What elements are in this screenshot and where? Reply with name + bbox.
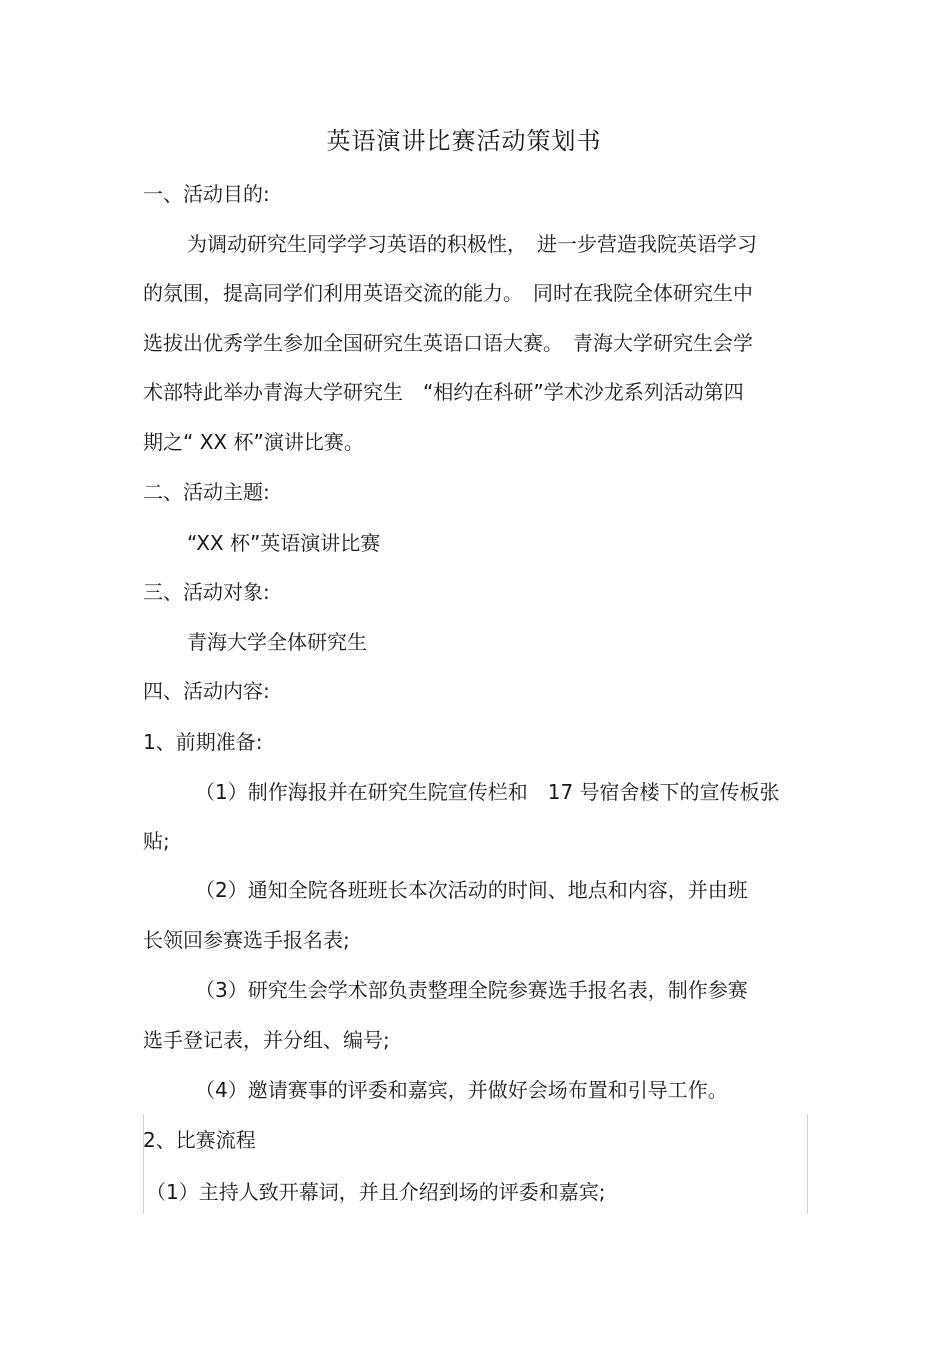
section-heading-purpose: 一、活动目的: — [143, 182, 270, 206]
list-item-continuation: 选手登记表，并分组、编号; — [143, 1028, 390, 1052]
theme-text: “XX 杯”英语演讲比赛 — [187, 531, 381, 555]
paragraph-line: 的氛围，提高同学们利用英语交流的能力。 同时在我院全体研究生中 — [143, 281, 753, 305]
paragraph-line: 期之“ XX 杯”演讲比赛。 — [143, 430, 364, 454]
list-item: （2）通知全院各班班长本次活动的时间、地点和内容，并由班 — [195, 878, 748, 902]
list-item-continuation: 贴; — [143, 829, 170, 853]
list-item: （4）邀请赛事的评委和嘉宾，并做好会场布置和引导工作。 — [195, 1078, 728, 1102]
process-step: （1）主持人致开幕词，并且介绍到场的评委和嘉宾; — [146, 1180, 606, 1204]
subsection-heading-process: 2、比赛流程 — [143, 1128, 256, 1152]
section-heading-audience: 三、活动对象: — [143, 580, 270, 604]
list-item: （1）制作海报并在研究生院宣传栏和 17 号宿舍楼下的宣传板张 — [195, 780, 780, 804]
paragraph-line: 为调动研究生同学学习英语的积极性， 进一步营造我院英语学习 — [187, 232, 757, 256]
paragraph-line: 术部特此举办青海大学研究生 “相约在科研”学术沙龙系列活动第四 — [143, 380, 744, 404]
list-item-continuation: 长领回参赛选手报名表; — [143, 928, 350, 952]
paragraph-line: 选拔出优秀学生参加全国研究生英语口语大赛。 青海大学研究生会学 — [143, 331, 753, 355]
list-item: （3）研究生会学术部负责整理全院参赛选手报名表，制作参赛 — [195, 978, 748, 1002]
document-title: 英语演讲比赛活动策划书 — [326, 127, 602, 155]
subsection-heading-preparation: 1、前期准备: — [143, 730, 263, 754]
section-heading-theme: 二、活动主题: — [143, 480, 270, 504]
audience-text: 青海大学全体研究生 — [187, 630, 367, 654]
section-heading-content: 四、活动内容: — [143, 679, 270, 703]
